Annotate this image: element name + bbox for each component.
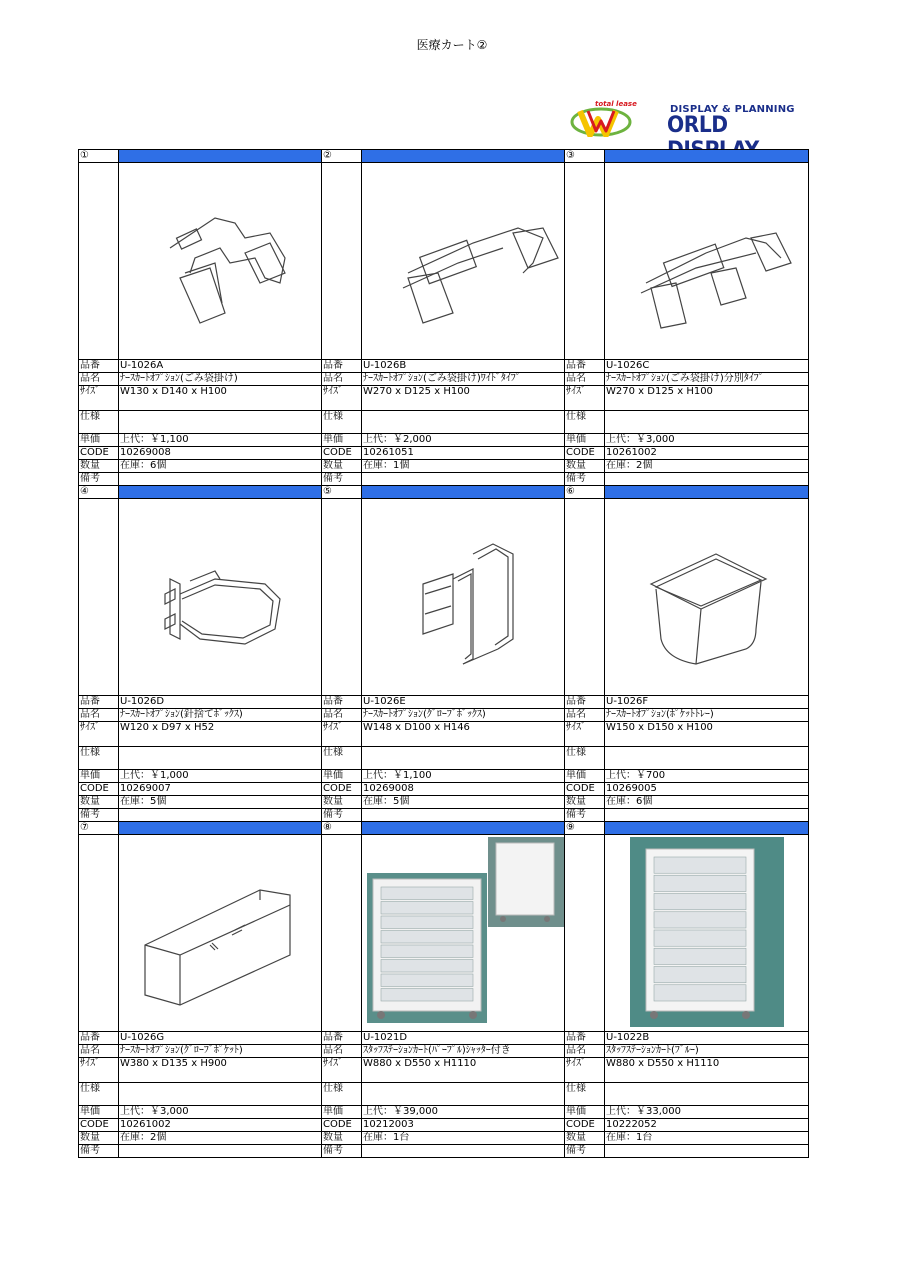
tanka-value: 上代：￥3,000 <box>605 434 809 447</box>
hinban-value: U-1026F <box>605 696 809 709</box>
code-value: 10212003 <box>362 1119 565 1132</box>
size-label: ｻｲｽﾞ <box>79 722 119 747</box>
item-size-row <box>79 722 809 747</box>
size-value: W880 x D550 x H1110 <box>605 1058 809 1083</box>
item-code-row <box>79 360 809 373</box>
item-image-cell <box>605 163 809 360</box>
size-label: ｻｲｽﾞ <box>565 1058 605 1083</box>
item-image-cell <box>362 163 565 360</box>
code-value: 10261002 <box>605 447 809 460</box>
item-image-label-cell <box>565 163 605 360</box>
item-header-bar <box>362 822 565 835</box>
item-image-cell <box>119 499 322 696</box>
biko-label: 備考 <box>565 473 605 486</box>
suryo-label: 数量 <box>322 1132 362 1145</box>
hinban-label: 品番 <box>79 360 119 373</box>
hinban-label: 品番 <box>79 696 119 709</box>
tanka-label: 単価 <box>565 1106 605 1119</box>
item-header-bar <box>119 822 322 835</box>
item-image-cell <box>119 163 322 360</box>
item-stock-row <box>79 1132 809 1145</box>
pocket-tray-icon <box>606 499 809 695</box>
item-header-row <box>79 822 809 835</box>
hinmei-value: ﾅｰｽｶｰﾄｵﾌﾟｼｮﾝ(ごみ袋掛け)分別ﾀｲﾌﾟ <box>605 373 809 386</box>
tanka-label: 単価 <box>322 770 362 783</box>
glove-pocket-icon <box>120 835 322 1031</box>
item-image-label-cell <box>565 835 605 1032</box>
item-image-label-cell <box>322 835 362 1032</box>
hinban-value: U-1026B <box>362 360 565 373</box>
hinmei-label: 品名 <box>565 373 605 386</box>
biko-value <box>605 473 809 486</box>
item-image-cell <box>362 499 565 696</box>
page-title: 医療カート② <box>416 38 488 52</box>
item-stock-row <box>79 460 809 473</box>
biko-value <box>362 473 565 486</box>
item-header-row <box>79 486 809 499</box>
shiyo-value <box>605 747 809 770</box>
tanka-value: 上代：￥1,000 <box>119 770 322 783</box>
shiyo-value <box>119 411 322 434</box>
size-label: ｻｲｽﾞ <box>79 1058 119 1083</box>
item-header-bar <box>119 486 322 499</box>
biko-value <box>119 1145 322 1158</box>
item-code-number-row <box>79 447 809 460</box>
size-label: ｻｲｽﾞ <box>565 722 605 747</box>
biko-label: 備考 <box>565 809 605 822</box>
biko-value <box>119 473 322 486</box>
suryo-label: 数量 <box>565 796 605 809</box>
hinmei-label: 品名 <box>322 1045 362 1058</box>
suryo-label: 数量 <box>79 796 119 809</box>
biko-label: 備考 <box>322 1145 362 1158</box>
shiyo-label: 仕様 <box>79 411 119 434</box>
size-label: ｻｲｽﾞ <box>322 722 362 747</box>
suryo-value: 在庫：1台 <box>605 1132 809 1145</box>
shiyo-value <box>362 747 565 770</box>
hinmei-value: ﾅｰｽｶｰﾄｵﾌﾟｼｮﾝ(ごみ袋掛け)ﾜｲﾄﾞﾀｲﾌﾟ <box>362 373 565 386</box>
item-name-row <box>79 709 809 722</box>
item-image-label-cell <box>79 835 119 1032</box>
logo-name: ORLD <box>667 113 728 138</box>
tanka-value: 上代：￥1,100 <box>362 770 565 783</box>
shiyo-label: 仕様 <box>565 411 605 434</box>
logo-tagline: DISPLAY & PLANNING <box>670 104 795 115</box>
hinmei-value: ﾅｰｽｶｰﾄｵﾌﾟｼｮﾝ(針捨てﾎﾞｯｸｽ) <box>119 709 322 722</box>
hinmei-value: ｽﾀｯﾌｽﾃｰｼｮﾝｶｰﾄ(ﾌﾞﾙｰ) <box>605 1045 809 1058</box>
wide-trash-bag-holder-icon <box>363 163 565 359</box>
biko-value <box>362 1145 565 1158</box>
suryo-value: 在庫：1個 <box>362 460 565 473</box>
item-number: ⑦ <box>79 822 119 835</box>
code-label: CODE <box>79 783 119 796</box>
biko-value <box>362 809 565 822</box>
biko-value <box>605 1145 809 1158</box>
size-value: W380 x D135 x H900 <box>119 1058 322 1083</box>
size-value: W130 x D140 x H100 <box>119 386 322 411</box>
shiyo-label: 仕様 <box>322 1083 362 1106</box>
item-spec-row <box>79 1083 809 1106</box>
item-number: ② <box>322 150 362 163</box>
suryo-label: 数量 <box>565 460 605 473</box>
size-label: ｻｲｽﾞ <box>322 1058 362 1083</box>
code-value: 10261051 <box>362 447 565 460</box>
code-label: CODE <box>322 447 362 460</box>
size-value: W880 x D550 x H1110 <box>362 1058 565 1083</box>
tanka-label: 単価 <box>565 434 605 447</box>
item-image-label-cell <box>79 163 119 360</box>
item-header-bar <box>605 150 809 163</box>
hinmei-label: 品名 <box>565 709 605 722</box>
hinban-value: U-1026C <box>605 360 809 373</box>
code-value: 10269005 <box>605 783 809 796</box>
suryo-value: 在庫：6個 <box>119 460 322 473</box>
biko-label: 備考 <box>79 809 119 822</box>
item-name-row <box>79 373 809 386</box>
item-image-label-cell <box>322 499 362 696</box>
hinmei-label: 品名 <box>79 373 119 386</box>
hinban-value: U-1021D <box>362 1032 565 1045</box>
shiyo-label: 仕様 <box>79 1083 119 1106</box>
sorting-trash-bag-holder-icon <box>606 163 809 359</box>
shiyo-label: 仕様 <box>322 411 362 434</box>
staff-station-cart-blue-photo-icon <box>606 835 809 1031</box>
staff-station-cart-photo-icon <box>363 835 565 1031</box>
code-label: CODE <box>322 1119 362 1132</box>
code-value: 10269008 <box>119 447 322 460</box>
tanka-label: 単価 <box>322 434 362 447</box>
hinmei-label: 品名 <box>565 1045 605 1058</box>
item-image-row <box>79 499 809 696</box>
item-name-row <box>79 1045 809 1058</box>
hinban-value: U-1026D <box>119 696 322 709</box>
item-spec-row <box>79 411 809 434</box>
biko-label: 備考 <box>322 473 362 486</box>
product-grid <box>78 149 809 1158</box>
item-note-row <box>79 473 809 486</box>
item-note-row <box>79 1145 809 1158</box>
hinban-label: 品番 <box>565 1032 605 1045</box>
item-size-row <box>79 1058 809 1083</box>
size-value: W270 x D125 x H100 <box>362 386 565 411</box>
item-spec-row <box>79 747 809 770</box>
item-price-row <box>79 1106 809 1119</box>
shiyo-label: 仕様 <box>565 747 605 770</box>
item-number: ⑨ <box>565 822 605 835</box>
hinmei-value: ﾅｰｽｶｰﾄｵﾌﾟｼｮﾝ(ﾎﾟｹｯﾄﾄﾚｰ) <box>605 709 809 722</box>
hinban-label: 品番 <box>322 696 362 709</box>
item-image-label-cell <box>322 163 362 360</box>
shiyo-value <box>605 1083 809 1106</box>
tanka-value: 上代：￥1,100 <box>119 434 322 447</box>
hinban-label: 品番 <box>322 1032 362 1045</box>
item-price-row <box>79 770 809 783</box>
shiyo-value <box>605 411 809 434</box>
suryo-label: 数量 <box>79 1132 119 1145</box>
item-header-bar <box>362 486 565 499</box>
biko-label: 備考 <box>79 473 119 486</box>
suryo-value: 在庫：1台 <box>362 1132 565 1145</box>
suryo-value: 在庫：5個 <box>119 796 322 809</box>
code-label: CODE <box>79 1119 119 1132</box>
shiyo-value <box>362 1083 565 1106</box>
hinban-label: 品番 <box>79 1032 119 1045</box>
item-price-row <box>79 434 809 447</box>
item-header-bar <box>605 822 809 835</box>
item-header-row <box>79 150 809 163</box>
item-code-row <box>79 696 809 709</box>
hinban-value: U-1026A <box>119 360 322 373</box>
biko-value <box>605 809 809 822</box>
shiyo-label: 仕様 <box>565 1083 605 1106</box>
trash-bag-holder-icon <box>120 163 322 359</box>
code-value: 10261002 <box>119 1119 322 1132</box>
tanka-value: 上代：￥33,000 <box>605 1106 809 1119</box>
hinban-value: U-1022B <box>605 1032 809 1045</box>
world-display-logo <box>570 100 805 140</box>
hinban-label: 品番 <box>565 360 605 373</box>
item-image-row <box>79 163 809 360</box>
hinban-label: 品番 <box>565 696 605 709</box>
suryo-label: 数量 <box>79 460 119 473</box>
size-label: ｻｲｽﾞ <box>565 386 605 411</box>
hinmei-label: 品名 <box>79 709 119 722</box>
suryo-value: 在庫：6個 <box>605 796 809 809</box>
shiyo-value <box>119 1083 322 1106</box>
hinmei-label: 品名 <box>322 373 362 386</box>
tanka-value: 上代：￥3,000 <box>119 1106 322 1119</box>
tanka-label: 単価 <box>79 770 119 783</box>
item-code-number-row <box>79 783 809 796</box>
hinmei-value: ﾅｰｽｶｰﾄｵﾌﾟｼｮﾝ(ｸﾞﾛｰﾌﾞﾎﾟｹｯﾄ) <box>119 1045 322 1058</box>
biko-value <box>119 809 322 822</box>
item-image-cell <box>119 835 322 1032</box>
shiyo-label: 仕様 <box>79 747 119 770</box>
size-value: W270 x D125 x H100 <box>605 386 809 411</box>
tanka-label: 単価 <box>79 1106 119 1119</box>
needle-box-holder-icon <box>120 499 322 695</box>
size-value: W150 x D150 x H100 <box>605 722 809 747</box>
glove-box-holder-icon <box>363 499 565 695</box>
code-label: CODE <box>565 447 605 460</box>
suryo-value: 在庫：2個 <box>605 460 809 473</box>
hinmei-value: ﾅｰｽｶｰﾄｵﾌﾟｼｮﾝ(ｸﾞﾛｰﾌﾞﾎﾞｯｸｽ) <box>362 709 565 722</box>
w-logo-mark-icon <box>570 105 632 137</box>
size-value: W148 x D100 x H146 <box>362 722 565 747</box>
biko-label: 備考 <box>322 809 362 822</box>
suryo-value: 在庫：2個 <box>119 1132 322 1145</box>
tanka-label: 単価 <box>565 770 605 783</box>
biko-label: 備考 <box>79 1145 119 1158</box>
item-code-row <box>79 1032 809 1045</box>
item-note-row <box>79 809 809 822</box>
hinmei-label: 品名 <box>79 1045 119 1058</box>
code-label: CODE <box>565 783 605 796</box>
item-number: ⑤ <box>322 486 362 499</box>
item-header-bar <box>362 150 565 163</box>
code-label: CODE <box>322 783 362 796</box>
item-image-row <box>79 835 809 1032</box>
item-size-row <box>79 386 809 411</box>
item-number: ④ <box>79 486 119 499</box>
size-value: W120 x D97 x H52 <box>119 722 322 747</box>
item-number: ① <box>79 150 119 163</box>
code-value: 10269007 <box>119 783 322 796</box>
suryo-label: 数量 <box>565 1132 605 1145</box>
tanka-label: 単価 <box>79 434 119 447</box>
hinmei-label: 品名 <box>322 709 362 722</box>
code-value: 10269008 <box>362 783 565 796</box>
tanka-value: 上代：￥700 <box>605 770 809 783</box>
item-code-number-row <box>79 1119 809 1132</box>
shiyo-value <box>119 747 322 770</box>
item-image-cell <box>362 835 565 1032</box>
item-number: ⑥ <box>565 486 605 499</box>
item-header-bar <box>119 150 322 163</box>
suryo-label: 数量 <box>322 796 362 809</box>
item-image-cell <box>605 835 809 1032</box>
hinmei-value: ｽﾀｯﾌｽﾃｰｼｮﾝｶｰﾄ(ﾊﾟｰﾌﾟﾙ)ｼｬｯﾀｰ付き <box>362 1045 565 1058</box>
item-stock-row <box>79 796 809 809</box>
hinban-value: U-1026E <box>362 696 565 709</box>
item-image-label-cell <box>565 499 605 696</box>
item-number: ③ <box>565 150 605 163</box>
biko-label: 備考 <box>565 1145 605 1158</box>
item-image-cell <box>605 499 809 696</box>
tanka-label: 単価 <box>322 1106 362 1119</box>
code-value: 10222052 <box>605 1119 809 1132</box>
item-image-label-cell <box>79 499 119 696</box>
item-header-bar <box>605 486 809 499</box>
hinmei-value: ﾅｰｽｶｰﾄｵﾌﾟｼｮﾝ(ごみ袋掛け) <box>119 373 322 386</box>
shiyo-label: 仕様 <box>322 747 362 770</box>
tanka-value: 上代：￥39,000 <box>362 1106 565 1119</box>
shiyo-value <box>362 411 565 434</box>
hinban-value: U-1026G <box>119 1032 322 1045</box>
tanka-value: 上代：￥2,000 <box>362 434 565 447</box>
suryo-label: 数量 <box>322 460 362 473</box>
size-label: ｻｲｽﾞ <box>79 386 119 411</box>
code-label: CODE <box>565 1119 605 1132</box>
size-label: ｻｲｽﾞ <box>322 386 362 411</box>
item-number: ⑧ <box>322 822 362 835</box>
code-label: CODE <box>79 447 119 460</box>
suryo-value: 在庫：5個 <box>362 796 565 809</box>
hinban-label: 品番 <box>322 360 362 373</box>
logo-small-text: total lease <box>595 100 637 108</box>
